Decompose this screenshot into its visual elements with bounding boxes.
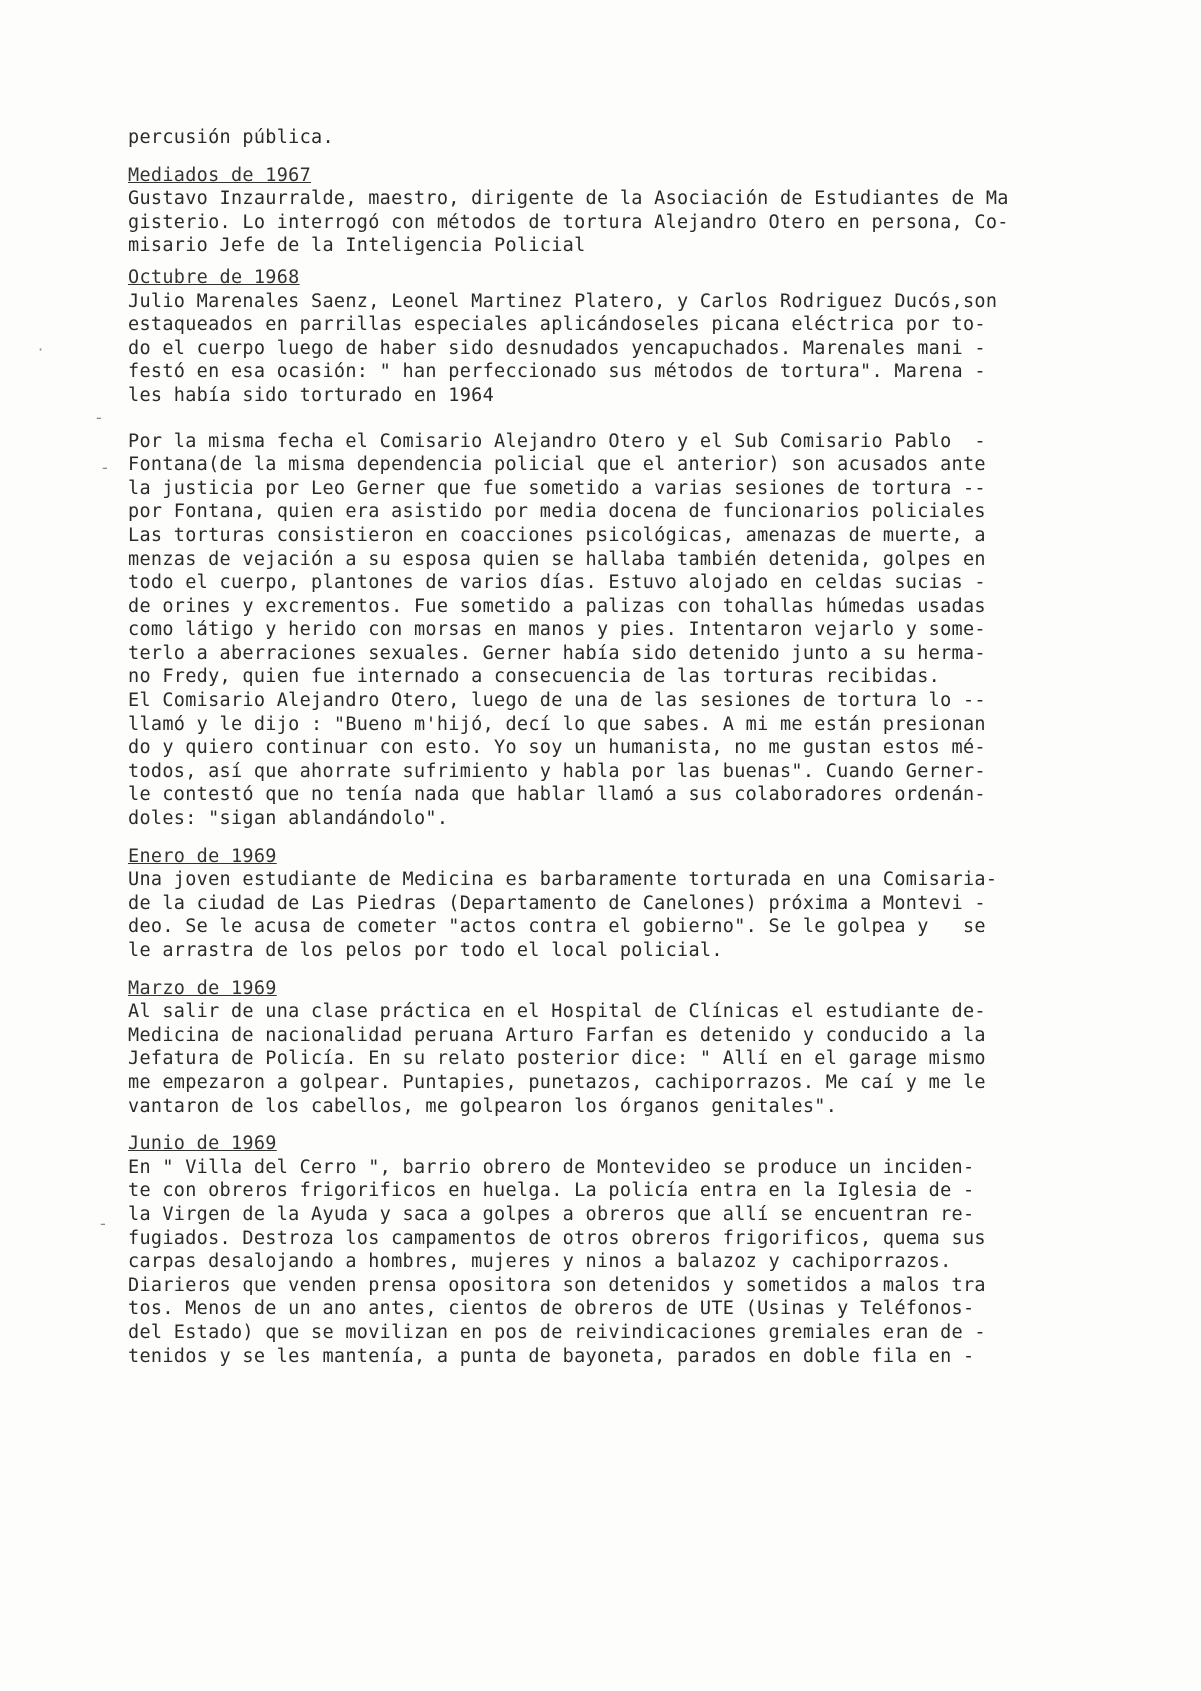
text-line: festó en esa ocasión: " han perfeccionado sus métodos de tortura". Marena - bbox=[128, 361, 986, 383]
text-line: deo. Se le acusa de cometer "actos contra el gobierno". Se le golpea y se bbox=[128, 916, 986, 938]
text-line: me empezaron a golpear. Puntapies, punetazos, cachiporrazos. Me caí y me le bbox=[128, 1071, 986, 1093]
paragraph-gap bbox=[128, 1118, 1088, 1132]
text-line: Medicina de nacionalidad peruana Arturo Farfan es detenido y conducido a la bbox=[128, 1024, 986, 1046]
text-line: de orines y excrementos. Fue sometido a palizas con tohallas húmedas usadas bbox=[128, 595, 986, 617]
text-line: Julio Marenales Saenz, Leonel Martinez Platero, y Carlos Rodriguez Ducós,son bbox=[128, 290, 998, 312]
text-line: les había sido torturado en 1964 bbox=[128, 384, 495, 406]
margin-mark: - bbox=[100, 1214, 106, 1233]
text-line: Por la misma fecha el Comisario Alejandro Otero y el Sub Comisario Pablo - bbox=[128, 430, 986, 452]
paragraph-gap bbox=[128, 831, 1088, 845]
date-heading: Mediados de 1967 bbox=[128, 164, 312, 186]
typewritten-text-block bbox=[128, 126, 1088, 1368]
text-line: Al salir de una clase práctica en el Hospital de Clínicas el estudiante de- bbox=[128, 1001, 986, 1023]
text-line: En " Villa del Cerro ", barrio obrero de Montevideo se produce un inciden- bbox=[128, 1156, 975, 1178]
text-line: por Fontana, quien era asistido por media docena de funcionarios policiales bbox=[128, 501, 986, 523]
text-line: carpas desalojando a hombres, mujeres y ninos a balazoz y cachiporrazos. bbox=[128, 1251, 952, 1273]
text-line: del Estado) que se movilizan en pos de reivindicaciones gremiales eran de - bbox=[128, 1321, 986, 1343]
text-line: de la ciudad de Las Piedras (Departamento de Canelones) próxima a Montevi - bbox=[128, 892, 986, 914]
text-line: El Comisario Alejandro Otero, luego de una de las sesiones de tortura lo -- bbox=[128, 690, 986, 712]
margin-mark: - bbox=[102, 458, 108, 477]
text-line: todo el cuerpo, plantones de varios días. Estuvo alojado en celdas sucias - bbox=[128, 572, 986, 594]
text-line: la justicia por Leo Gerner que fue sometido a varias sesiones de tortura -- bbox=[128, 477, 986, 499]
text-line: vantaron de los cabellos, me golpearon los órganos genitales". bbox=[128, 1095, 838, 1117]
text-line: menzas de vejación a su esposa quien se hallaba también detenida, golpes en bbox=[128, 548, 986, 570]
date-heading: Marzo de 1969 bbox=[128, 977, 277, 999]
text-line: Las torturas consistieron en coacciones psicológicas, amenazas de muerte, a bbox=[128, 524, 986, 546]
text-line: fugiados. Destroza los campamentos de otros obreros frigorificos, quema sus bbox=[128, 1227, 986, 1249]
date-heading: Octubre de 1968 bbox=[128, 266, 300, 288]
text-line: doles: "sigan ablandándolo". bbox=[128, 808, 449, 830]
text-line: le contestó que no tenía nada que hablar llamó a sus colaboradores ordenán- bbox=[128, 784, 986, 806]
text-line: gisterio. Lo interrogó con métodos de tortura Alejandro Otero en persona, Co- bbox=[128, 211, 1009, 233]
text-line: Fontana(de la misma dependencia policial que el anterior) son acusados ante bbox=[128, 454, 986, 476]
text-line: no Fredy, quien fue internado a consecuencia de las torturas recibidas. bbox=[128, 666, 941, 688]
text-line: Gustavo Inzaurralde, maestro, dirigente de la Asociación de Estudiantes de Ma bbox=[128, 188, 1009, 210]
date-heading: Enero de 1969 bbox=[128, 845, 277, 867]
margin-mark: · bbox=[38, 340, 44, 359]
text-line: todos, así que ahorrate sufrimiento y habla por las buenas". Cuando Gerner- bbox=[128, 760, 986, 782]
paragraph-gap bbox=[128, 963, 1088, 977]
text-line: la Virgen de la Ayuda y saca a golpes a obreros que allí se encuentran re- bbox=[128, 1203, 975, 1225]
text-line: Jefatura de Policía. En su relato posterior dice: " Allí en el garage mismo bbox=[128, 1048, 986, 1070]
text-line: misario Jefe de la Inteligencia Policial bbox=[128, 235, 586, 257]
text-line: do y quiero continuar con esto. Yo soy un humanista, no me gustan estos mé- bbox=[128, 737, 986, 759]
text-line: estaqueados en parrillas especiales aplicándoseles picana eléctrica por to- bbox=[128, 314, 986, 336]
text-line: tos. Menos de un ano antes, cientos de obreros de UTE (Usinas y Teléfonos- bbox=[128, 1298, 975, 1320]
margin-mark: - bbox=[96, 408, 102, 427]
paragraph-gap bbox=[128, 150, 1088, 164]
text-line: te con obreros frigorificos en huelga. La policía entra en la Iglesia de - bbox=[128, 1180, 975, 1202]
text-line: le arrastra de los pelos por todo el local policial. bbox=[128, 940, 723, 961]
text-line: percusión pública. bbox=[128, 127, 334, 148]
text-line: terlo a aberraciones sexuales. Gerner había sido detenido junto a su herma- bbox=[128, 642, 986, 664]
paragraph-gap bbox=[128, 258, 1088, 266]
paragraph-gap bbox=[128, 408, 1088, 430]
text-line: do el cuerpo luego de haber sido desnudados yencapuchados. Marenales mani - bbox=[128, 337, 986, 359]
text-line: Diarieros que venden prensa opositora son detenidos y sometidos a malos tra bbox=[128, 1274, 986, 1296]
text-line: tenidos y se les mantenía, a punta de bayoneta, parados en doble fila en - bbox=[128, 1345, 975, 1367]
text-line: como látigo y herido con morsas en manos y pies. Intentaron vejarlo y some- bbox=[128, 619, 986, 641]
date-heading: Junio de 1969 bbox=[128, 1133, 277, 1155]
text-line: Una joven estudiante de Medicina es barbaramente torturada en una Comisaria- bbox=[128, 869, 998, 891]
text-line: llamó y le dijo : "Bueno m'hijó, decí lo que sabes. A mi me están presionan bbox=[128, 713, 986, 735]
